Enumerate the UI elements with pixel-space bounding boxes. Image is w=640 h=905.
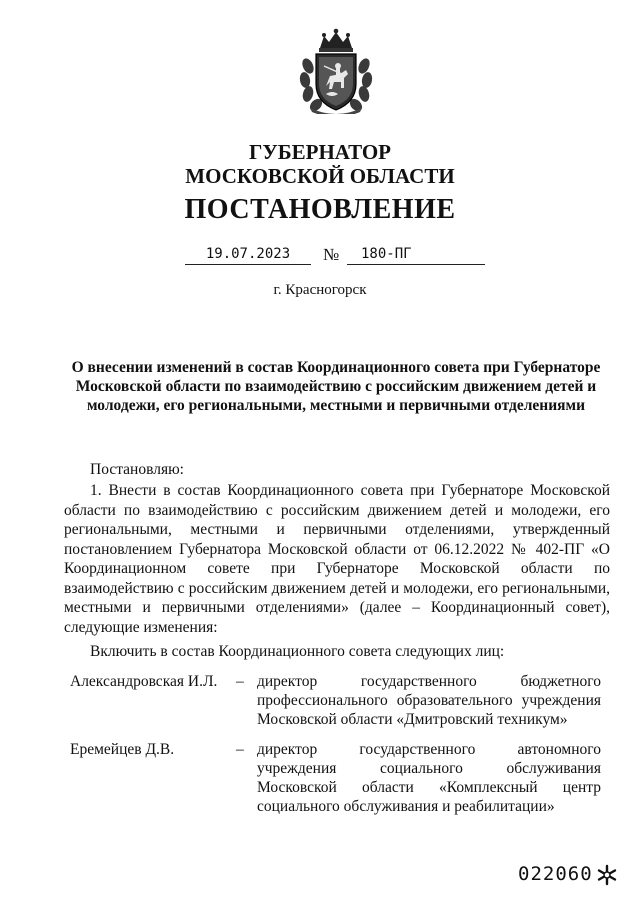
date-number-row [185,246,485,270]
document-number: 180-ПГ [347,246,485,265]
include-line: Включить в состав Координационного совета следующих лиц: [90,643,505,660]
issue-city: г. Красногорск [273,282,367,298]
issuer-title-line-2: МОСКОВСКОЙ ОБЛАСТИ [185,164,455,188]
issuer-title-line-1: ГУБЕРНАТОР [248,140,392,164]
document-type-heading: ПОСТАНОВЛЕНИЕ [184,194,456,225]
document-subject: О внесении изменений в состав Координационного совета при Губернаторе Московской области по взаимодействию с российским движением детей и молодежи, его региональными, местными и первичными отделениями [71,359,601,414]
paragraph-1: 1. Внести в состав Координационного совета при Губернаторе Московской области по взаимодействию с российским движением детей и молодежи, его региональными, местными и первичными отделениями, утвержденный постановлением Губернатора Московской области от 06.12.2022 № 402-ПГ «О Координационном совете при Губернаторе Московской области по взаимодействию с российским движением детей и молодежи, его региональными, местными и первичными отделениями» (далее – Координационный совет), следующие изменения: [64,482,610,636]
asterisk-mark-icon [596,864,618,886]
person-position: директор государственного бюджетного профессионального образовательного учреждения Московской области «Дмитровский техникум» [257,673,601,728]
serial-number: 022060 [518,863,593,885]
person-name: Александровская И.Л. [70,673,218,690]
person-position: директор государственного автономного учреждения социального обслуживания Московской области «Комплексный центр социального обслуживания и реабилитации» [257,741,601,815]
coat-of-arms-icon [296,28,376,114]
decree-word: Постановляю: [90,461,184,478]
number-sign: № [323,245,340,264]
issuer-title [0,140,640,188]
person-dash: – [236,673,244,690]
person-name: Еремейцев Д.В. [70,741,175,758]
document-date: 19.07.2023 [185,246,311,265]
person-dash: – [236,741,244,758]
